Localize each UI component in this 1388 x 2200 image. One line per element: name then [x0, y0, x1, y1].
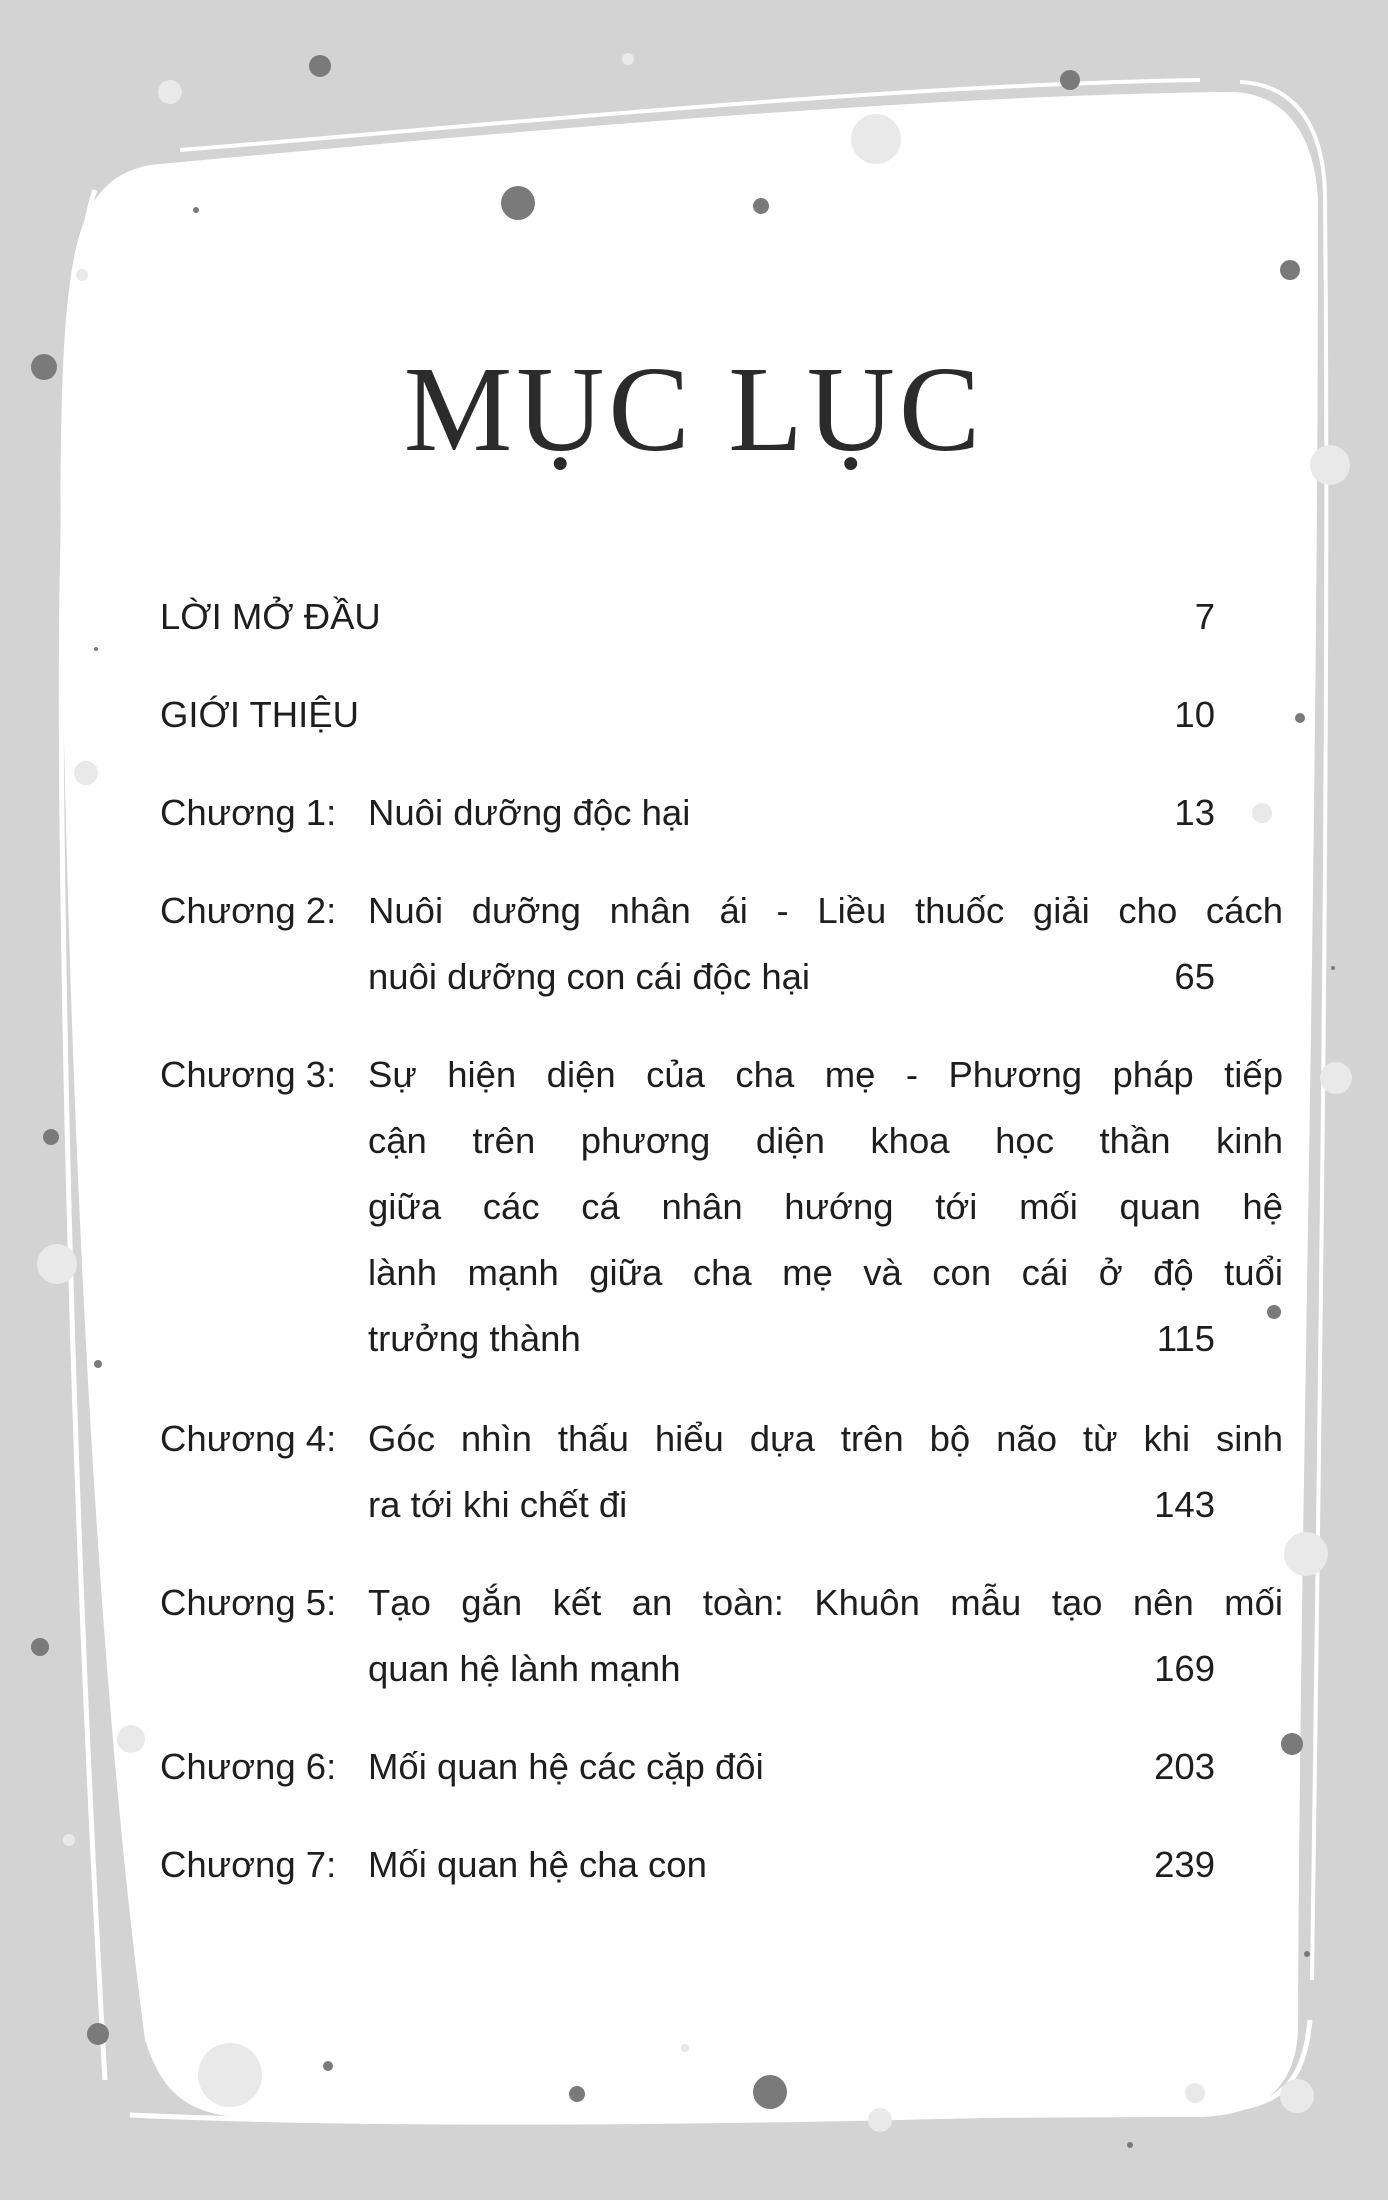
toc-entry-chapter-1[interactable] — [160, 780, 1215, 846]
chapter-title-line: Sự hiện diện của cha mẹ - Phương pháp tiếp — [368, 1054, 1283, 1095]
dot — [1127, 2142, 1133, 2148]
chapter-title-line: Nuôi dưỡng nhân ái - Liều thuốc giải cho cách — [368, 890, 1283, 931]
page-number: 169 — [1154, 1648, 1215, 1689]
dot — [569, 2086, 585, 2102]
dot — [94, 647, 98, 651]
dot — [31, 1638, 49, 1656]
page-number: 7 — [1194, 596, 1215, 637]
light-dot — [76, 269, 88, 281]
chapter-label: Chương 3: — [160, 1054, 337, 1095]
entry-label: LỜI MỞ ĐẦU — [160, 596, 381, 637]
dot — [1060, 70, 1080, 90]
light-dot — [1185, 2083, 1205, 2103]
dot — [1304, 1951, 1310, 1957]
chapter-label: Chương 4: — [160, 1418, 337, 1459]
dot — [94, 1360, 102, 1368]
chapter-title-line: giữa các cá nhân hướng tới mối quan hệ — [368, 1186, 1283, 1227]
chapter-title-line: Nuôi dưỡng độc hại — [368, 792, 691, 833]
chapter-title-line: ra tới khi chết đi — [368, 1484, 628, 1525]
dot — [87, 2023, 109, 2045]
dot — [193, 207, 199, 213]
dot — [501, 186, 535, 220]
light-dot — [117, 1725, 145, 1753]
entry-label: GIỚI THIỆU — [160, 694, 359, 735]
chapter-label: Chương 2: — [160, 890, 337, 931]
chapter-title-line: quan hệ lành mạnh — [368, 1648, 681, 1689]
toc-entry-chapter-7[interactable] — [160, 1832, 1215, 1898]
light-dot — [1284, 1532, 1328, 1576]
toc-entry-chapter-4[interactable] — [160, 1406, 1283, 1538]
dot — [323, 2061, 333, 2071]
dot — [1281, 1733, 1303, 1755]
dot — [43, 1129, 59, 1145]
dot — [753, 198, 769, 214]
page-number: 13 — [1174, 792, 1215, 833]
toc-entry-chapter-5[interactable] — [160, 1570, 1283, 1702]
page-number: 239 — [1154, 1844, 1215, 1885]
dot — [1295, 713, 1305, 723]
light-dot — [1280, 2079, 1314, 2113]
chapter-label: Chương 5: — [160, 1582, 337, 1623]
light-dot — [622, 53, 634, 65]
page-number: 203 — [1154, 1746, 1215, 1787]
page-number: 65 — [1174, 956, 1215, 997]
chapter-title-line: cận trên phương diện khoa học thần kinh — [368, 1120, 1283, 1161]
toc-entry-chapter-3[interactable] — [160, 1042, 1283, 1372]
dot — [1280, 260, 1300, 280]
toc-entry-loi-mo-dau[interactable] — [160, 584, 1215, 650]
chapter-title-line: Góc nhìn thấu hiểu dựa trên bộ não từ khi sinh — [368, 1418, 1283, 1459]
light-dot — [198, 2043, 262, 2107]
page-number: 115 — [1156, 1318, 1215, 1359]
page-number: 143 — [1154, 1484, 1215, 1525]
page-title: MỤC LỤC — [403, 342, 985, 477]
chapter-title-line: Mối quan hệ các cặp đôi — [368, 1746, 764, 1787]
dot — [753, 2075, 787, 2109]
chapter-title-line: Mối quan hệ cha con — [368, 1844, 707, 1885]
chapter-label: Chương 1: — [160, 792, 337, 833]
chapter-label: Chương 6: — [160, 1746, 337, 1787]
light-dot — [63, 1834, 75, 1846]
dot — [309, 55, 331, 77]
dot — [1331, 966, 1335, 970]
light-dot — [681, 2044, 689, 2052]
chapter-title-line: trưởng thành — [368, 1318, 581, 1359]
page-number: 10 — [1174, 694, 1215, 735]
light-dot — [1320, 1062, 1352, 1094]
toc-entry-chapter-2[interactable] — [160, 878, 1283, 1010]
light-dot — [74, 761, 98, 785]
light-dot — [851, 114, 901, 164]
toc-entry-chapter-6[interactable] — [160, 1734, 1215, 1800]
toc-entry-gioi-thieu[interactable] — [160, 682, 1215, 748]
light-dot — [158, 80, 182, 104]
chapter-title-line: nuôi dưỡng con cái độc hại — [368, 956, 811, 997]
light-dot — [37, 1244, 77, 1284]
chapter-title-line: lành mạnh giữa cha mẹ và con cái ở độ tuổi — [368, 1252, 1283, 1293]
chapter-title-line: Tạo gắn kết an toàn: Khuôn mẫu tạo nên mối — [368, 1582, 1283, 1623]
chapter-label: Chương 7: — [160, 1844, 337, 1885]
light-dot — [868, 2108, 892, 2132]
